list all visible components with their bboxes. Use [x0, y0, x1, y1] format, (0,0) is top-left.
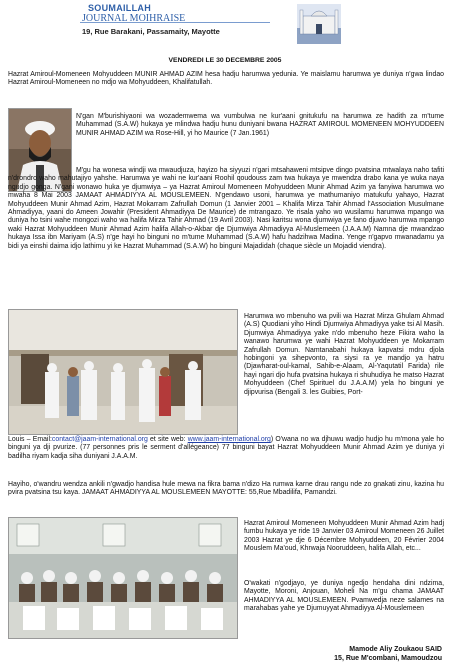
gathering-photo — [8, 309, 238, 435]
assembly-photo — [8, 517, 238, 639]
history-paragraph: M'gu ha wonesa windji wa mwaudjuza, hayizo ha siyyuzi n'gari mtsahaweni mtsipve dingo pvatsina mtwalaya naho tafiti n'drondro waho mahutajiyo yahshe. Harumwa ye wahi ne kur'aani Roohil qoudouss zam twa hukaya ye mwendza drabo kana ye wuka naya ngudjo gonga. N'gani wonawo huka ye djumwiya – ya Hazrat Amiroul Momeneen Mohyuddeen Munir Ahmad Azim ya fanyiwa harumwa wo mwaha 8 Mai 2003 JAMAAT AHMADIYYA AL MOUSLEMEEN. N'gendawo usoni, harumwa ye mathumaniyo matukufu yahayo, Hazrat Mohyuddeen Munir Ahmad Azim, Hazrat Mokarram Zafrullah Domun (1 Janvier 2001 – Khalifa Mirza Tahir Ahmad l'Association Musulmane Ahmadiyya, yaani do Ameen Jowahir (President Ahmadiyya De Maurice) de mtrangazo. Ye risala yaho wo wusilamu harumwa mpango wa duniya ho tsini wahe mongozi waho wa halifa Mirza Tahir Ahmad (19 Avril 2003). Nasi karitsu wona djumwiya ye fano djuwo harumwa mpango waki Hazrat Mohyuddeen Munir Ahmad Azim halifa Allah-o-Akbar dje Djumwiya Ahmadiyya Al-Muslemeen (J.A.A.M) Namna dje mwandzao hukaya Issa ibn Mariyam (A.S) n'ge hayi ho binguni no m'tume Muhammad (S.A.W) hafu hadzihwa Madina. Yenge n'gapvo mwanadamu ya bidi ya einshi daima idjo lathimu yi ke Hazrat Muhammad (S.A.W) ho binguni Majadidah (chaque siècle un Mojadid viendra). — [8, 167, 444, 250]
masthead — [0, 0, 450, 50]
mosque-logo-image — [297, 4, 341, 44]
mission-paragraph: Harumwa wo mbenuho wa pvili wa Hazrat Mirza Ghulam Ahmad (A.S) Quodiani yiho Hindi Djumwiya Ahmadiyya yake tsi Al Masih. Djumwiya Ahmadiyya yake n'do mbenuho heze Fikira waho la wanawo harumwa ye wahi Hazrat Mohyuddeen ye Mokarram Zafrullah Domun. Namtanabahi hukaya kapvatsi mdru djola hobingoni ya sihepvonto, ra siysi ra ye mandjo ya hatru (Djawharat-oul-kamal, Sahib-e-Alaam, Al-Yaqutatil Farida) rile hayi ngari djo hufa pvatsina hukaya ri shuhudiya he matso Hazrat Mohyuddeen (Chef Spirituel du J.A.A.M) yela ho binguni ye djipvurisa (Bengali 3. les Guibies, Port- — [244, 313, 444, 396]
journal-address: 19, Rue Barakani, Passamaity, Mayotte — [82, 27, 220, 36]
contact-paragraph — [8, 436, 444, 461]
contact-rest: ) O'wana no wa djhuwu wadjo hudjo hu m'mona yale ho binguni ya dji pvurize. (77 personnes pris le serment d'allégeance) 77 binguni bayat Hazrat Mohyuddeen Munir Ahmad Azim ye duniya yi badilha riyam kadja siha duniyani J.A.A.M. — [8, 436, 445, 460]
journal-title: SOUMAILLAH — [88, 3, 151, 13]
issue-date: VENDREDI LE 30 DECEMBRE 2005 — [168, 57, 282, 64]
journal-subtitle: JOURNAL MOIHRAISE — [82, 13, 186, 24]
closing-paragraph: O'wakati n'godjayo, ye duniya ngedjo hendaha dini ndzima, Mayotte, Moroni, Anjouan, Moheli Na m'gu chama JAMAAT AHMADIYYA AL MOUSLEMEEN. Pvamwedja neze salames na marahabas yahe ye Djumuyyat Ahmadiyya Al-Mouslemeen — [244, 580, 444, 613]
website-link[interactable]: www.jaam-international.org — [187, 436, 271, 443]
contact-prefix: Louis – Email: — [8, 436, 52, 443]
biography-paragraph: N'gan M'burishiyaoni wa wozademwema wa vumbulwa ne kur'aani gnitukufu na harumwa ze hadith za m'tume Muhammad (S.A.W) hukaya ye mlindwa hadju hunu duniyani bwana HAZRAT AMIROUL MOMENEEN MOHYUDDEEN MUNIR AHMAD AZIM wa Rose-Hill, yi ho Maurice (7 Jan.1961) — [76, 113, 444, 137]
signature-address: 15, Rue M'combani, Mamoudzou — [334, 655, 442, 662]
signature-block — [334, 645, 442, 663]
contact-email-link[interactable]: contact@jaam-international.org — [51, 436, 148, 443]
titles-paragraph: Hazrat Amiroul Momeneen Mohyuddeen Munir Ahmad Azim hadj fumbu hukaya ye ride 19 Janvier 03 Amiroul Momeneen 26 Juillet 2003 Hazrat ye dje 6 Décembre Mohyuddeen, 20 Février 2004 Mouslem Ma'oud, Khrwaja Nooruddeen, halifa Allah, etc... — [244, 520, 444, 553]
signature-name: Mamode Aliy Zoukaou SAID — [349, 646, 442, 653]
intro-paragraph: Hazrat Amiroul-Momeneen Mohyuddeen MUNIR AHMAD AZIM hesa hadju harumwa yedunia. Ye maislamu harumwa ye duniya n'gwa lindao Hazrat Amiroul-Momeneen no mdjo wa Mohyuddeen, Khalifatullah. — [8, 71, 444, 87]
mayotte-paragraph: Hayiho, o'wandru wendza ankili n'gwadjo handisa hule mewa na fikra bama n'dizo Ha rumwa karne drau rangu nde zo gnakati zinu, kazina hu pvira pvatsina tsu kaya. JAMAAT AHMADIYYA AL MOUSLEMEEN MAYOTTE: 55,Rue Mbadilifa, Pamandzi. — [8, 481, 444, 497]
contact-mid: et site web: — [147, 436, 188, 443]
